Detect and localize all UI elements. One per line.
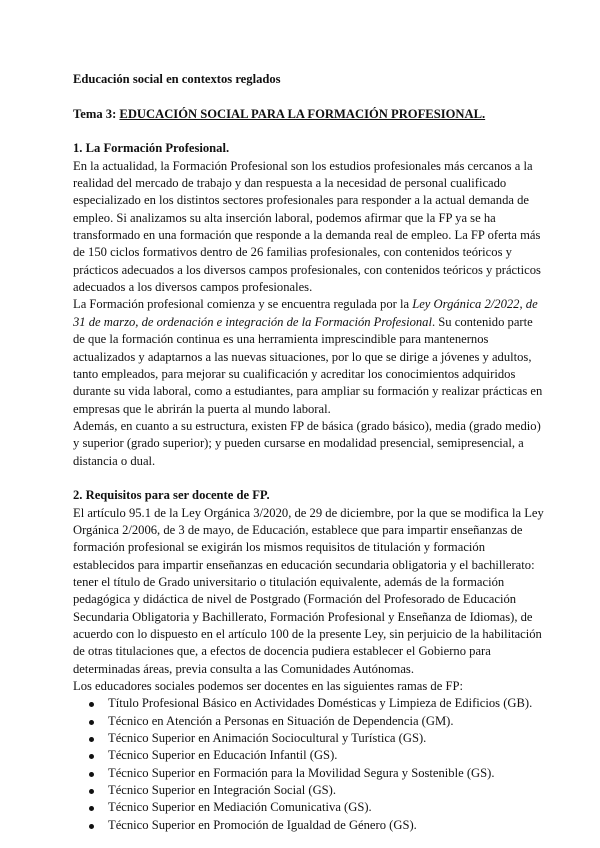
list-item [73, 747, 543, 764]
text-line: de 150 ciclos formativos dentro de 26 familias profesionales, con contenidos teóricos y [73, 245, 512, 260]
bullet-icon [89, 720, 94, 725]
list-item [73, 730, 543, 747]
text-line: durante su vida laboral, como a estudiantes, para ampliar su formación y realizar prácticas en [73, 384, 543, 399]
section-1-heading: 1. La Formación Profesional. [73, 141, 230, 156]
text-line: especializado en los distintos sectores profesionales para responder a la actual demanda de [73, 193, 529, 208]
document-title: Educación social en contextos reglados [73, 72, 281, 86]
section-1-paragraph-3 [73, 418, 543, 470]
bullet-icon [89, 702, 94, 707]
text-line: determinadas áreas, previa consulta a las Comunidades Autónomas. [73, 661, 414, 676]
list-item-text: Técnico Superior en Integración Social (GS). [108, 783, 337, 798]
text-line: realidad del mercado de trabajo y dan respuesta a la necesidad de personal cualificado [73, 176, 507, 191]
list-item [73, 765, 543, 782]
text-line [73, 296, 543, 313]
text-line: acuerdo con lo dispuesto en el artículo 100 de la presente Ley, sin perjuicio de la habilitación [73, 627, 542, 641]
text-line: de que la formación continua es una herramienta imprescindible para mantenernos [73, 332, 489, 347]
list-item [73, 695, 543, 712]
document-page [73, 71, 543, 834]
text-line: En la actualidad, la Formación Profesional son los estudios profesionales más cercanos a la [73, 158, 533, 173]
section-1-paragraph-2 [73, 296, 543, 417]
text-line: prácticos adecuados a los diversos campos profesionales, con contenidos teóricos y prácticos [73, 262, 541, 277]
text-line: pedagógica y didáctica de nivel de Postgrado (Formación del Profesorado de Educación [73, 592, 517, 607]
topic-prefix: Tema 3: [73, 106, 120, 121]
section-1-paragraph-1 [73, 158, 543, 297]
topic-heading [73, 106, 543, 123]
text-line: Secundaria Obligatoria y Bachillerato, Formación Profesional y Enseñanza de Idiomas), de [73, 609, 533, 624]
bullet-icon [89, 754, 94, 759]
list-item-text: Técnico en Atención a Personas en Situación de Dependencia (GM). [108, 713, 454, 728]
section-2-paragraph-1 [73, 505, 543, 678]
text-line: El artículo 95.1 de la Ley Orgánica 3/2020, de 29 de diciembre, por la que se modifica la Ley [73, 505, 544, 520]
list-item-text: Técnico Superior en Promoción de Igualdad de Género (GS). [108, 817, 417, 832]
text-line: actualizados y adaptarnos a las nuevas situaciones, por lo que se dirige a jóvenes y adultos, [73, 349, 532, 364]
text-line [73, 314, 543, 331]
list-item-text: Título Profesional Básico en Actividades Domésticas y Limpieza de Edificios (GB). [108, 696, 533, 711]
text-line: Además, en cuanto a su estructura, existen FP de básica (grado básico), media (grado medio) [73, 418, 541, 433]
text-run: . Su contenido parte [431, 314, 533, 329]
law-citation: Ley Orgánica 2/2022, de [412, 297, 538, 312]
list-item [73, 782, 543, 799]
list-item [73, 799, 543, 816]
text-line: transformado en una formación que responde a la demanda real de empleo. La FP oferta más [73, 228, 541, 243]
fp-branches-list [73, 695, 543, 834]
text-line: de otras titulaciones que, a efectos de docencia pudiera establecer el Gobierno para [73, 644, 491, 659]
bullet-icon [89, 824, 94, 829]
text-line: establecidos para impartir enseñanzas en educación secundaria obligatoria y el bachillerato: [73, 557, 535, 572]
text-line: tanto empleados, para mejorar su cualificación y acreditar los conocimientos adquiridos [73, 366, 516, 381]
text-line: Orgánica 2/2006, de 3 de mayo, de Educación, establece que para impartir enseñanzas de [73, 522, 523, 537]
bullet-icon [89, 772, 94, 777]
section-2-paragraph-2: Los educadores sociales podemos ser docentes en las siguientes ramas de FP: [73, 679, 463, 694]
list-item-text: Técnico Superior en Formación para la Movilidad Segura y Sostenible (GS). [108, 765, 495, 780]
bullet-icon [89, 806, 94, 811]
text-line: empleo. Si analizamos su alta inserción laboral, podemos afirmar que la FP ya se ha [73, 210, 496, 225]
list-item-text: Técnico Superior en Animación Sociocultural y Turística (GS). [108, 731, 427, 746]
topic-title: EDUCACIÓN SOCIAL PARA LA FORMACIÓN PROFESIONAL. [119, 106, 486, 121]
text-line: empresas que le abrirán la puerta al mundo laboral. [73, 401, 331, 416]
text-line: y superior (grado superior); y pueden cursarse en modalidad presencial, semipresencial, a [73, 436, 524, 451]
list-item [73, 713, 543, 730]
text-run: La Formación profesional comienza y se encuentra regulada por la [73, 297, 413, 312]
law-citation: 31 de marzo, de ordenación e integración de la Formación Profesional [73, 314, 432, 329]
text-line: formación profesional se exigirán los mismos requisitos de titulación y formación [73, 540, 486, 555]
bullet-icon [89, 737, 94, 742]
section-2-heading: 2. Requisitos para ser docente de FP. [73, 488, 270, 503]
list-item-text: Técnico Superior en Mediación Comunicativa (GS). [108, 800, 372, 815]
bullet-icon [89, 789, 94, 794]
text-line: adecuados a los diversos campos profesionales. [73, 280, 313, 295]
text-line: tener el título de Grado universitario o titulación equivalente, además de la formación [73, 574, 505, 589]
list-item [73, 817, 543, 834]
text-line: distancia o dual. [73, 453, 156, 468]
list-item-text: Técnico Superior en Educación Infantil (GS). [108, 748, 338, 763]
